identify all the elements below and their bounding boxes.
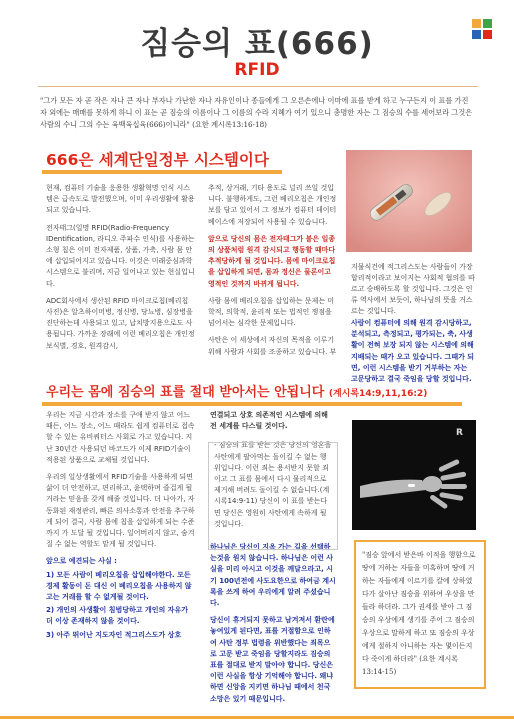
rfid-chip-photo bbox=[346, 150, 472, 252]
paragraph: ADC회사에서 생산된 RFID 마이크로칩(베리칩 사진)은 알츠하이머병, 정신병, 당뇨병, 심장병을 진단하는데 사용되고 있고, 납치방지용으로도 사용됩니다. 가까운 장래에 이런 베리오칩은 개인정보식별, 경호, 원격감시, bbox=[46, 296, 195, 350]
section1-heading: 666은 세계단일정부 시스템이다 bbox=[46, 151, 269, 169]
section2-heading-text: 우리는 몸에 짐승의 표를 절대 받아서는 안됩니다 bbox=[46, 385, 325, 400]
section1-heading-bar bbox=[42, 170, 282, 174]
list-item: 2) 개인의 사생활이 침범당하고 개인의 자유가 더 이상 존재하지 않을 것이다. bbox=[46, 606, 188, 626]
section2-heading-reference: (계시록14:9,11,16:2) bbox=[328, 389, 428, 399]
paragraph: 현재, 컴퓨터 기술을 응용한 생활혁명 인식 시스템은 급속도로 발전했으며, 이미 우리생활에 활용되고 있습니다. bbox=[46, 184, 195, 215]
page-title: 짐승의 표(666) bbox=[140, 26, 374, 62]
warning-paragraph: 사람이 컴퓨터에 의해 원격 감시당하고, 분석되고, 측정되고, 평가되는, 축, 사생활이 전혀 보장 되지 않는 시스템에 의해 지배되는 때가 오고 있습니다. 그때가 되면, 이런 시스템을 받기 거부하는 자는 고문당하고 결국 죽임을 당할 것입니다. bbox=[351, 319, 475, 384]
xray-hand-photo bbox=[352, 420, 476, 530]
column-heading: 연결되고 상호 의존적인 시스템에 의해 전 세계를 다스릴 것이다. bbox=[210, 411, 328, 431]
intro-scripture-quote: "그가 모든 자 곧 작은 자나 큰 자나 부자나 가난한 자나 자유인이나 종들에게 그 오른손에나 이마에 표를 받게 하고 누구든지 이 표를 가진 자 외에는 매매를 못하게 하니 이 표는 곧 짐승의 이름이나 그 이름의 수라 지혜가 여기 있으니 총명한 자는 그 짐승의 수를 세어보라 그것은 사람의 수니 그의 수는 육백육십육(666)이니라" (요한 계시록13:16-18) bbox=[40, 96, 473, 129]
paragraph: 우리의 일상생활에서 RFID기술을 사용하게 되면 삶이 더 안전하고, 편리하고, 윤택하며 즐겁게 될 거라는 믿음을 갖게 해줄 것입니다. 더 나아가, 자동화된 재정관리, 빠른 의사소통과 안전을 추구하게 되어 결국, 사람 몸에 칩을 삽입하게 되는 수준까지 가 도달 될 것입니다. 일어버리지 않고, 숨겨질 수 없는 역할도 맡게 될 것입니다. bbox=[46, 473, 195, 549]
paragraph: 우리는 지금 시간과 장소를 구애 받지 않고 어느 때든, 어느 장소, 어느 때라도 쉽게 컴퓨터로 접속 할 수 있는 유비쿼터스 사회로 가고 있습니다. 지난 30년간 사용되던 바코드가 이제 RFID기술이 적용된 상품으로 교체될 것입니다. bbox=[46, 411, 195, 464]
highlight-paragraph: 앞으로 당신의 몸은 전자태그가 붙은 일종의 상품처럼 원격 감시되고 행동할 때마다 추적당하게 될 것입니다. 몸에 마이크로칩을 삽입하게 되면, 몸과 정신은 물론이고 영적인 것까지 바뀌게 됩니다. bbox=[208, 234, 336, 288]
highlight-paragraph: 하나님은 당신이 지옥 가는 길을 선택하는것을 원치 않습니다. 하나님은 이런 사실을 미리 아시고 이것을 깨달으라고, 시기 100년전에 사도요한으로 하여금 계시록을 쓰게 하여 우리에게 알려 주셨습니다. bbox=[210, 543, 336, 608]
section2-column-1 bbox=[46, 410, 196, 641]
paragraph: - 짐승의 표를 받는 것은 당신의 영혼을 사탄에게 팔아먹는 돌이킬 수 없는 행위입니다. 이런 죄는 용서받지 못할 죄이고 그 표를 몸에서 다시 물리적으로 제거해 버려도 돌이킬 수 없습니다.(계시록14:9-11) 당신이 이 표를 받는다면 당신은 영원히 사탄에게 속하게 될 것입니다. bbox=[214, 441, 332, 528]
paragraph: 전자태그(일명 RFID(Radio-Frequency IDentification, 라디오 주파수 인식)를 사용하는 소형 칩은 이미 전자제품, 상품, 가축, 사람 몸 안에 삽입되어지고 있습니다. 이것은 미래중심과학 시스템으로 불리며, 지금 일어나고 있는 현실입니다. bbox=[46, 223, 195, 288]
header-divider bbox=[38, 86, 478, 87]
photo-caption: 지물식건에 적그리스도는 사람들이 가장 합리적이라고 보이지는 사회적 협의를 따르고 승배하도록 할 것입니다. 그것은 인류 역사에서 보듯이, 하나님의 뜻을 거스르는 것입니다. bbox=[351, 263, 475, 315]
section2-heading-bar bbox=[42, 402, 462, 406]
list-item: 3) 아주 뛰어난 지도자인 적그리스도가 상호 bbox=[46, 630, 182, 639]
highlight-paragraph: 당신이 휴거되지 못하고 남겨져서 환란에 놓여있게 된다면, 표를 거절함으로 인하여 사탄 정부 법령을 위반했다는 죄목으로 고문 받고 죽임을 당할지라도 짐승의 표를 절대로 받지 말아야 합니다. 당신은 이런 사실을 항상 기억해야 합니다. 왜냐하면 신앙을 지키면 하나님 때에서 천국소망은 있기 때문입니다. bbox=[210, 616, 335, 703]
paragraph: 추적, 상거래, 기타 용도로 널리 쓰일 것입니다. 불행하게도, 그런 베리오칩은 개인정보를 담고 있어서 그 정보가 컴퓨터 데이터베이스에 저장되어 사용될 수 있습니다. bbox=[208, 184, 337, 226]
rfid-chip-image bbox=[346, 150, 472, 252]
section1-column-1 bbox=[46, 183, 196, 358]
section1-column-2 bbox=[208, 183, 338, 364]
quote-box-border bbox=[208, 442, 338, 550]
list-item: 1) 모든 사람이 베리오칩을 삽입해야한다. 모든 경제 활동이 돈 대신 이 베리오칩을 사용하지 않고는 거래를 할 수 없게될 것이다. bbox=[46, 570, 192, 602]
list-title: 앞으로 예견되는 사실 : bbox=[46, 557, 117, 566]
page-subtitle: RFID bbox=[234, 60, 280, 80]
paragraph: 사람 몸에 베리오칩을 삽입하는 문제는 미학적, 의학적, 윤리적 또는 법적인 쟁점을 넘어서는 심각한 문제입니다. bbox=[208, 296, 335, 328]
paragraph: 사탄은 이 세상에서 자신의 목적을 이루기 위해 사람과 사회를 조종하고 있습니다. 부 bbox=[208, 336, 337, 356]
footer-bar bbox=[0, 716, 514, 719]
xray-label: R bbox=[456, 428, 463, 438]
scripture-box-quote: "짐승 앞에서 받은바 이적을 행함으로 땅에 거하는 자들을 미혹하며 땅에 거하는 자들에게 이르기를 칼에 상하였다가 살아난 짐승을 위하여 우상을 만들라 하더라. 그가 권세를 받아 그 짐승의 우상에게 생기를 주어 그 짐승의 우상으로 말하게 하고 또 짐승의 우상에게 절하지 아니하는 자는 몇이든지 다 죽이게 하더라" (요한 계시록13:14-15) bbox=[362, 551, 476, 676]
section2-heading bbox=[46, 381, 427, 400]
